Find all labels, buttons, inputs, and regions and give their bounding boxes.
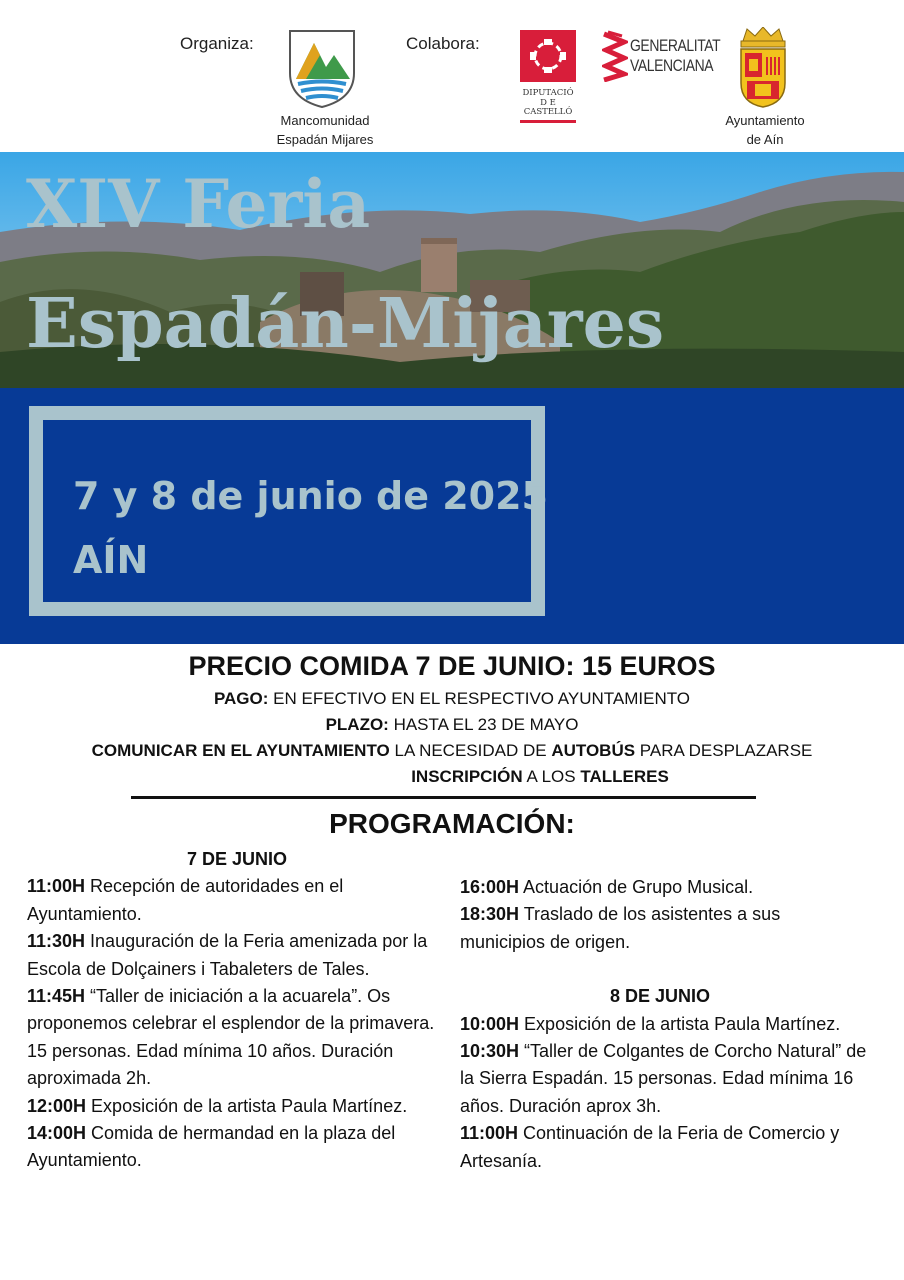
divider-line xyxy=(131,796,756,799)
generalitat-flag-icon xyxy=(602,30,628,82)
organiza-label: Organiza: xyxy=(180,34,254,53)
day2-heading: 8 DE JUNIO xyxy=(609,986,711,1007)
ayuntamiento-caption: Ayuntamiento de Aín xyxy=(725,113,805,147)
day1-heading: 7 DE JUNIO xyxy=(186,849,288,869)
comunicar-line: COMUNICAR EN EL AYUNTAMIENTO LA NECESIDAD DE AUTOBÚS PARA DESPLAZARSE xyxy=(91,741,813,760)
mancomunidad-caption: Mancomunidad Espadán Mijares xyxy=(276,113,374,147)
program-item: 16:00H Actuación de Grupo Musical. xyxy=(460,877,754,897)
diputacio-emblem-icon xyxy=(520,30,576,82)
program-item: 11:30H Inauguración de la Feria amenizada por la Escola de Dolçainers i Tabaleters de Tales. xyxy=(27,931,428,979)
program-item: 14:00H Comida de hermandad en la plaza del Ayuntamiento. xyxy=(27,1123,396,1171)
program-item: 10:00H Exposición de la artista Paula Martínez. xyxy=(460,1013,841,1034)
event-date: 7 y 8 de junio de 2025 xyxy=(73,474,548,518)
program-item: 11:00H Recepción de autoridades en el Ayuntamiento. xyxy=(27,876,344,924)
sponsors-header xyxy=(0,0,904,152)
program-right-column xyxy=(460,874,870,1175)
hero-title-line2: Espadán-Mijares xyxy=(26,284,665,364)
program-item: 11:00H Continuación de la Feria de Comercio y Artesanía. xyxy=(460,1123,840,1171)
program-item: 11:45H “Taller de iniciación a la acuarela”. Os proponemos celebrar el esplendor de la primavera. 15 personas. Edad mínima 10 años. Duración aproximada 2h. xyxy=(27,986,435,1089)
plazo-line: PLAZO: HASTA EL 23 DE MAYO xyxy=(325,715,579,734)
program-item: 12:00H Exposición de la artista Paula Martínez. xyxy=(27,1095,408,1116)
program-item: 10:30H “Taller de Colgantes de Corcho Natural” de la Sierra Espadán. 15 personas. Edad mínima 16 años. Duración aprox 3h. xyxy=(460,1041,867,1116)
date-frame xyxy=(29,406,548,616)
date-block xyxy=(73,464,548,592)
colabora-label: Colabora: xyxy=(406,34,480,53)
program-item: 18:30H Traslado de los asistentes a sus municipios de origen. xyxy=(460,904,781,952)
pago-line: PAGO: EN EFECTIVO EN EL RESPECTIVO AYUNTAMIENTO xyxy=(213,689,691,708)
date-band xyxy=(0,388,904,644)
price-heading: PRECIO COMIDA 7 DE JUNIO: 15 EUROS xyxy=(188,651,716,681)
mancomunidad-logo xyxy=(288,29,356,109)
programacion-heading: PROGRAMACIÓN: xyxy=(329,808,575,839)
program-left-column xyxy=(27,846,445,1175)
event-place: AÍN xyxy=(73,538,149,582)
generalitat-logo: GENERALITAT VALENCIANA xyxy=(602,30,722,82)
inscripcion-line: INSCRIPCIÓN A LOS TALLERES xyxy=(411,767,669,786)
hero-title-line1: XIV Feria xyxy=(26,165,371,243)
diputacio-logo: DIPUTACIÓ D E CASTELLÓ xyxy=(520,30,576,122)
hero-banner xyxy=(0,152,904,388)
ayuntamiento-coat-of-arms xyxy=(737,27,789,109)
